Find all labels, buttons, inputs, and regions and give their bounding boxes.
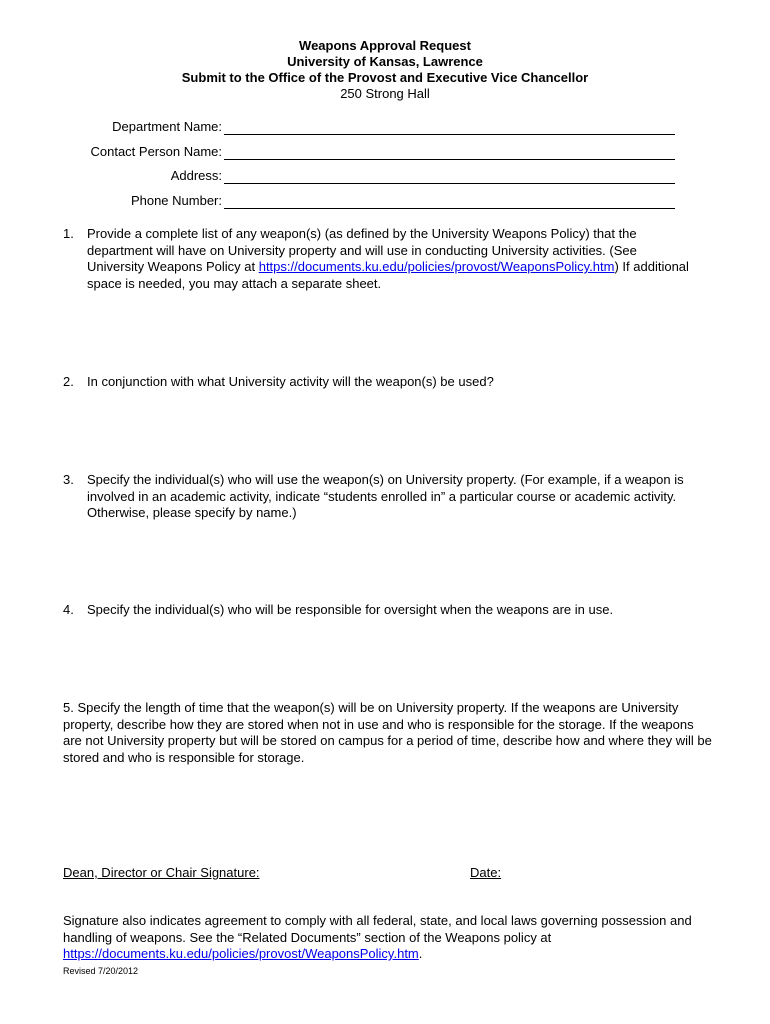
- question-4-number: 4.: [63, 602, 74, 617]
- question-2-text: In conjunction with what University activity will the weapon(s) be used?: [87, 374, 494, 389]
- question-4-text: Specify the individual(s) who will be responsible for oversight when the weapons are in use.: [87, 602, 614, 617]
- agreement-period: .: [418, 946, 423, 961]
- contact-person-label: Contact Person Name:: [90, 144, 222, 159]
- question-3-text: Specify the individual(s) who will use the weapon(s) on University property. (For example, if a weapon is involved in an academic activity, indicate “students enrolled in” a particular course or academic activity. Otherwise, please specify by name.): [87, 472, 684, 520]
- department-name-label: Department Name:: [112, 119, 222, 134]
- university-name: University of Kansas, Lawrence: [287, 54, 483, 69]
- question-3: [63, 472, 713, 524]
- question-3-number: 3.: [63, 472, 74, 487]
- submit-to-line: Submit to the Office of the Provost and Executive Vice Chancellor: [181, 70, 589, 85]
- question-2-number: 2.: [63, 374, 74, 389]
- revision-date: Revised 7/20/2012: [63, 966, 139, 976]
- question-1-text: [87, 226, 697, 292]
- footer-policy-link[interactable]: https://documents.ku.edu/policies/provost/WeaponsPolicy.htm: [63, 946, 419, 961]
- agreement-text: Signature also indicates agreement to comply with all federal, state, and local laws governing possession and handling of weapons. See the “Related Documents” section of the Weapons policy at: [63, 913, 692, 945]
- question-1-number: 1.: [63, 226, 74, 241]
- question-5-text: 5. Specify the length of time that the weapon(s) will be on University property. If the weapons are University property, describe how they are stored when not in use and who is responsible for the storage. If the weapons are not University property but will be stored on campus for a period of time, describe how and where they will be stored and who is responsible for storage.: [63, 700, 712, 765]
- contact-person-input[interactable]: [224, 144, 675, 160]
- phone-number-input[interactable]: [224, 193, 675, 209]
- agreement-statement: [63, 913, 713, 963]
- phone-number-label: Phone Number:: [130, 193, 222, 208]
- form-title: Weapons Approval Request: [299, 38, 471, 53]
- question-4: [63, 602, 713, 622]
- signature-field[interactable]: Dean, Director or Chair Signature:: [63, 865, 260, 880]
- question-2: [63, 374, 713, 394]
- office-location: 250 Strong Hall: [340, 86, 430, 101]
- question-1-text-a: Provide a complete list of any weapon(s) (as defined by the University Weapons Policy) that the department will have on University property and will use in conducting University activities. (See University Weapons Policy at: [87, 226, 637, 274]
- weapons-policy-link[interactable]: https://documents.ku.edu/policies/provost/WeaponsPolicy.htm: [258, 259, 615, 274]
- date-field[interactable]: Date:: [470, 865, 502, 880]
- question-1-text-b: ) If additional space is needed, you may attach a separate sheet.: [87, 259, 689, 291]
- address-input[interactable]: [224, 168, 675, 184]
- department-name-input[interactable]: [224, 119, 675, 135]
- address-label: Address:: [170, 168, 222, 183]
- question-1: [63, 226, 713, 296]
